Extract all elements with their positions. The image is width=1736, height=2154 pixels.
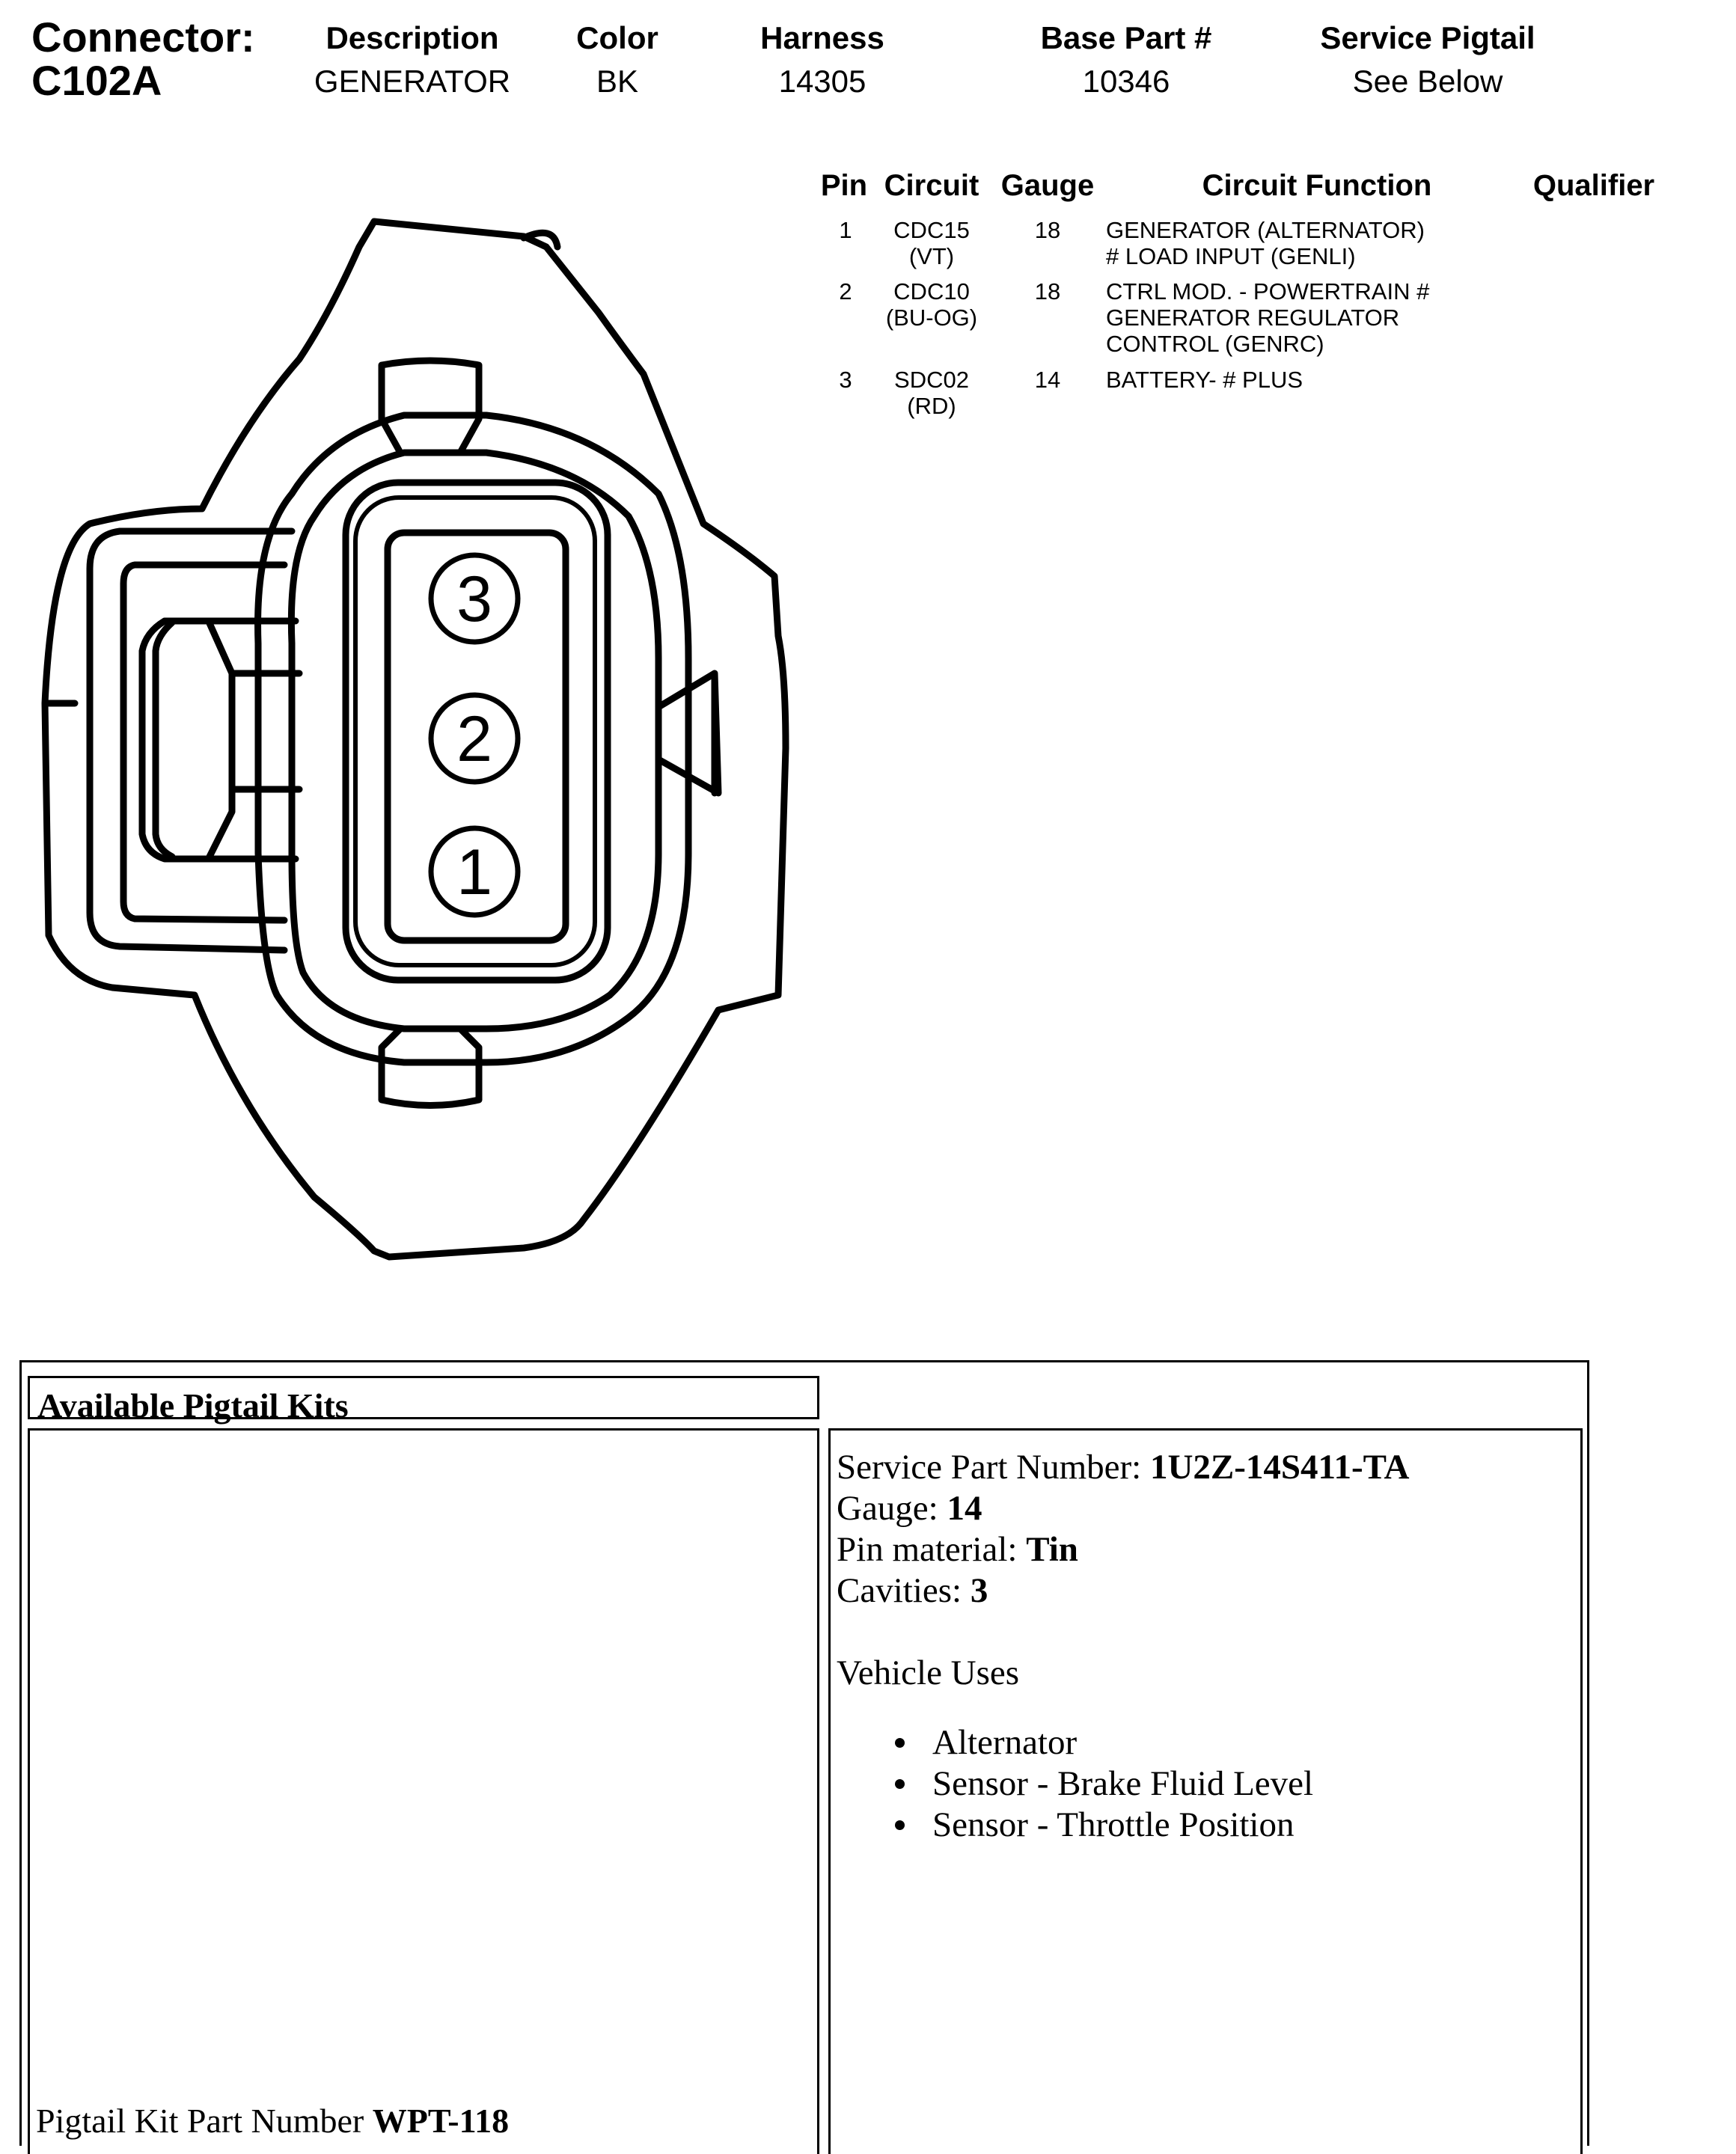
cavities-value: 3 [970,1571,988,1610]
circuit-function-header: Circuit Function [1202,169,1432,202]
service-pigtail-value: See Below [1352,64,1503,99]
pin-material-label: Pin material: [837,1530,1027,1569]
vehicle-uses-label: Vehicle Uses [837,1653,1020,1692]
pin-material-line [837,1532,1078,1567]
cavity-label-2: 2 [456,703,492,775]
pigtail-title: Available Pigtail Kits [37,1386,349,1425]
kit-number: WPT-118 [372,2102,510,2140]
pin-header: Pin [820,169,868,202]
pigtail-image-cell [28,1428,819,2154]
color-value: BK [596,64,639,99]
kit-label: Pigtail Kit Part Number [36,2102,373,2140]
service-pigtail-header: Service Pigtail [1320,20,1535,55]
pin-table [793,169,1655,440]
circuit-function: CTRL MOD. - POWERTRAIN # GENERATOR REGULATOR CONTROL (GENRC) [1106,278,1430,357]
pigtail-kits-section [19,1360,1589,2146]
pigtail-title-cell [28,1376,819,1425]
vehicle-use: Sensor - Throttle Position [932,1805,1295,1844]
description-header: Description [326,20,499,55]
vehicle-use: Alternator [932,1723,1078,1762]
list-item [837,1763,1313,1805]
harness-value: 14305 [778,64,867,99]
gauge-line [837,1491,982,1526]
list-item [837,1805,1313,1846]
cavity-label-3: 3 [456,563,492,635]
service-part-label: Service Part Number: [837,1448,1150,1487]
circuit-function: GENERATOR (ALTERNATOR) # LOAD INPUT (GENLI) [1106,217,1425,269]
connector-face-diagram [0,202,808,1264]
list-item [837,1722,1313,1763]
description-value: GENERATOR [314,64,511,99]
vehicle-use: Sensor - Brake Fluid Level [932,1764,1314,1803]
circuit-header: Circuit [884,169,979,202]
base-part-header: Base Part # [1040,20,1212,55]
wire-gauge: 18 [1034,278,1061,305]
wire-gauge: 14 [1034,367,1061,393]
gauge-value: 14 [947,1489,982,1528]
circuit-code: SDC02 (RD) [894,367,969,419]
bottom-key [382,1029,479,1106]
pin-number: 2 [839,278,852,305]
pin-material-value: Tin [1026,1530,1078,1569]
cavities-line [837,1573,988,1609]
pin-number: 3 [839,367,852,393]
harness-header: Harness [760,20,884,55]
latch-tab [142,621,296,859]
circuit-code: CDC15 (VT) [893,217,970,269]
pin-number: 1 [839,217,852,243]
pigtail-kit-part-number [36,2104,509,2138]
gauge-header: Gauge [1000,169,1095,202]
gauge-label: Gauge: [837,1489,947,1528]
bullet-icon [895,1779,905,1789]
service-part-line [837,1450,1409,1485]
base-part-value: 10346 [1082,64,1170,99]
wire-gauge: 18 [1034,217,1061,243]
color-header: Color [576,20,658,55]
cavity-label-1: 1 [456,836,492,908]
service-part-number: 1U2Z-14S411-TA [1149,1448,1410,1487]
pigtail-details-cell [828,1428,1583,2154]
connector-id: C102A [31,57,162,104]
connector-label: Connector: [31,13,255,61]
qualifier-header: Qualifier [1532,169,1655,202]
circuit-code: CDC10 (BU-OG) [885,278,978,331]
bullet-icon [895,1820,905,1830]
top-key [382,361,479,453]
connector-header [0,0,1613,120]
circuit-function: BATTERY- # PLUS [1106,367,1303,393]
cavities-label: Cavities: [837,1571,971,1610]
bullet-icon [895,1738,905,1748]
vehicle-uses-list [837,1722,1313,1846]
